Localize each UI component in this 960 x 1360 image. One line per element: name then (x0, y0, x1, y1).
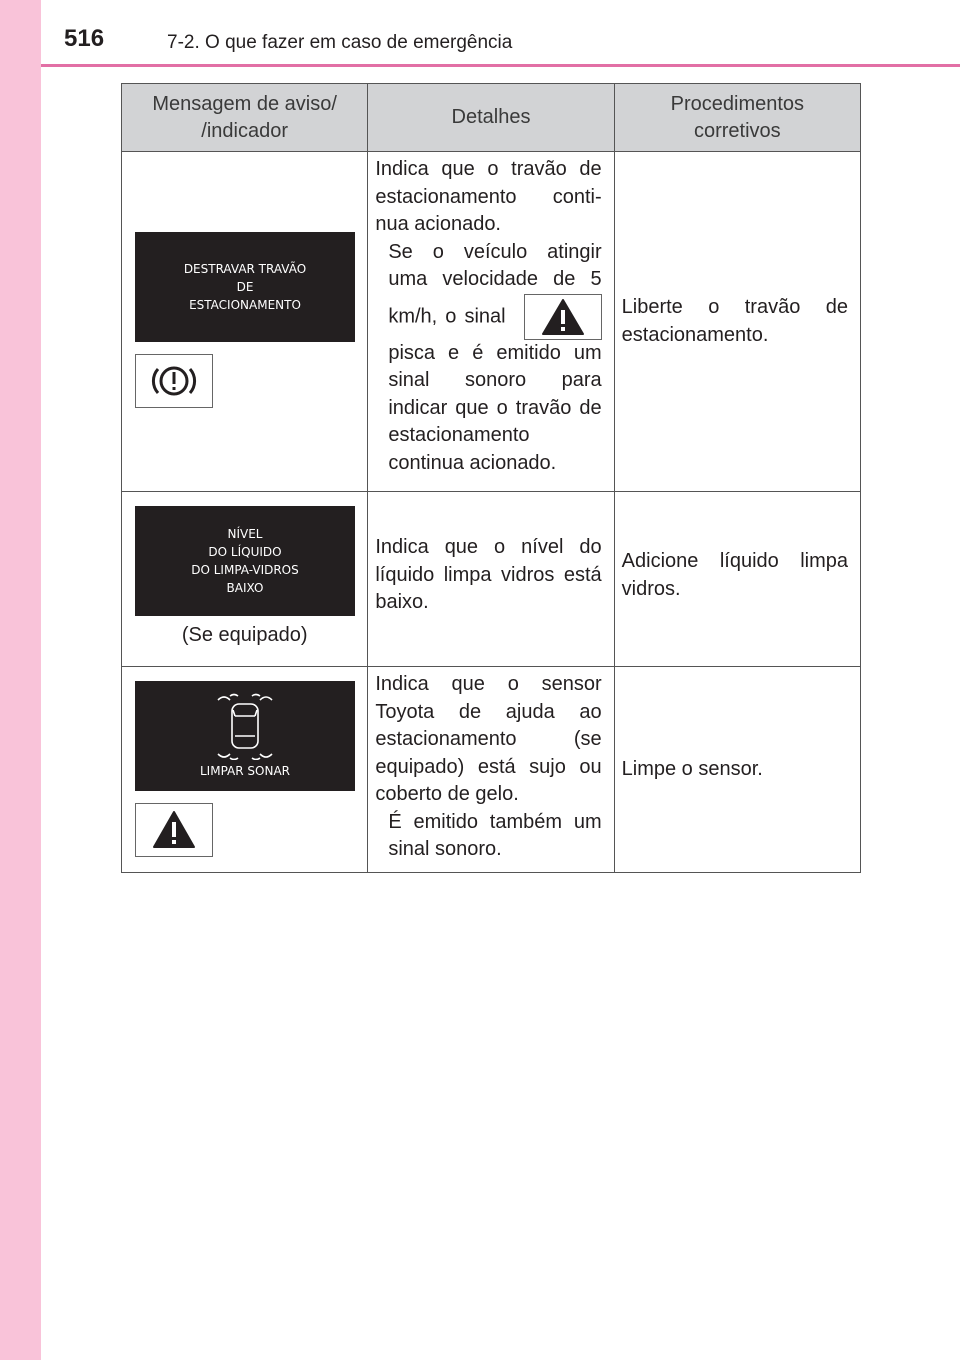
table-row (122, 152, 861, 492)
procedure-text: Limpe o sensor. (621, 757, 763, 780)
table-header-row (122, 84, 861, 152)
details-text: Indica que o travão de estacionamento conti-nua acionado. (375, 158, 602, 235)
warning-cell (122, 152, 368, 492)
procedure-cell (614, 667, 860, 873)
warning-cell (122, 667, 368, 873)
multi-info-display: DESTRAVAR TRAVÃO DE ESTACIONAMENTO (135, 232, 355, 342)
sonar-car-icon (200, 692, 290, 760)
details-cell (368, 152, 614, 492)
table-row (122, 667, 861, 873)
warning-cell (122, 492, 368, 667)
section-title: 7-2. O que fazer em caso de emergência (167, 32, 513, 53)
details-cell (368, 667, 614, 873)
details-text: Indica que o nível do líquido limpa vidros está baixo. (375, 536, 602, 613)
header-rule (41, 64, 960, 67)
warning-table (121, 83, 861, 873)
equipment-note: (Se equipado) (181, 624, 308, 646)
multi-info-display: NÍVEL DO LÍQUIDO DO LIMPA-VIDROS BAIXO (135, 506, 355, 616)
details-cell (368, 492, 614, 667)
details-text: Indica que o sensor Toyota de ajuda ao estacionamento (se equipado) está sujo ou coberto de gelo. (375, 673, 602, 805)
procedure-text: Adicione líquido limpa vidros. (621, 550, 848, 600)
details-subtext: Se o veículo atingir uma velocidade de 5 km/h, o sinal pisca e é emitido um sinal sonoro para indicar que o travão de estacionamento continua acionado. (388, 240, 602, 474)
procedure-cell (614, 152, 860, 492)
header-details: Detalhes (368, 84, 614, 152)
multi-info-display: LIMPAR SONAR (135, 681, 355, 791)
page-number: 516 (64, 25, 105, 52)
header-procedures: Procedimentos corretivos (614, 84, 860, 152)
table-row (122, 492, 861, 667)
master-warning-icon (524, 294, 602, 340)
parking-brake-warning-icon (135, 354, 213, 408)
details-subtext: É emitido também um sinal sonoro. (388, 810, 602, 860)
header-warning-message: Mensagem de aviso/ /indicador (122, 84, 368, 152)
procedure-text: Liberte o travão de estacionamento. (621, 296, 848, 346)
master-warning-icon (135, 803, 213, 857)
procedure-cell (614, 492, 860, 667)
chapter-tab-strip (0, 0, 41, 1360)
